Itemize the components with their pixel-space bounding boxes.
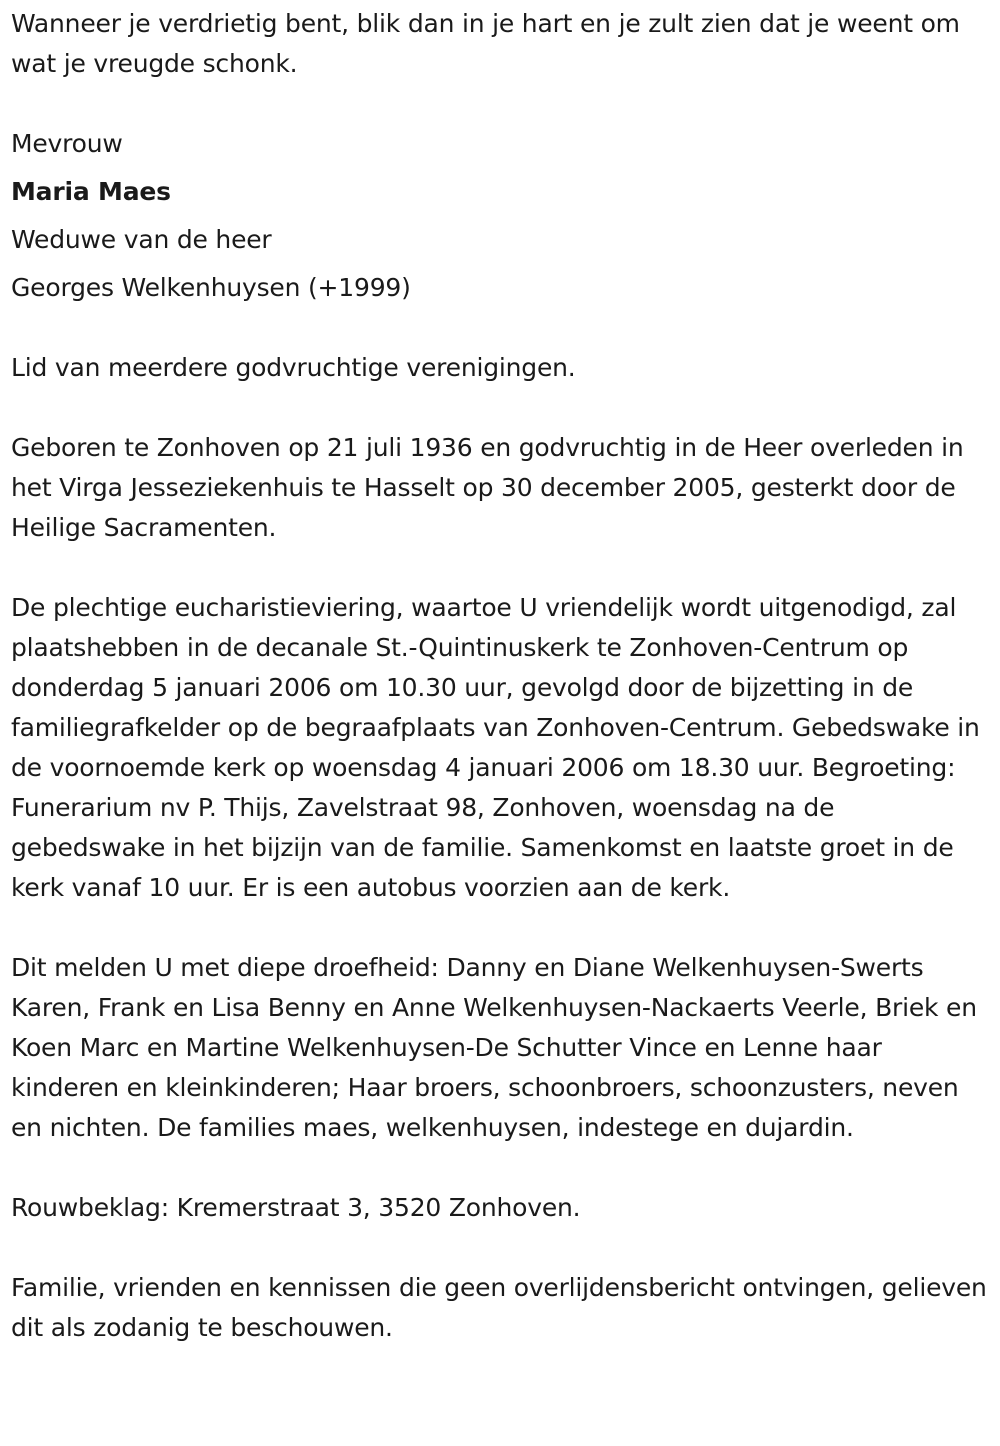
opening-quote: Wanneer je verdrietig bent, blik dan in je hart en je zult zien dat je weent om wat je vreugde schonk. xyxy=(11,9,960,78)
widow-line: Weduwe van de heer xyxy=(11,225,272,254)
condolence-address: Rouwbeklag: Kremerstraat 3, 3520 Zonhoven. xyxy=(11,1193,581,1222)
salutation: Mevrouw xyxy=(11,129,123,158)
spouse-line: Georges Welkenhuysen (+1999) xyxy=(11,273,411,302)
birth-death-paragraph: Geboren te Zonhoven op 21 juli 1936 en godvruchtig in de Heer overleden in het Virga Jesseziekenhuis te Hasselt op 30 december 2005, gesterkt door de Heilige Sacramenten. xyxy=(11,433,964,542)
spacer xyxy=(11,84,990,124)
spacer xyxy=(11,1148,990,1188)
spacer xyxy=(11,308,990,348)
spacer xyxy=(11,908,990,948)
announcement-paragraph: Dit melden U met diepe droefheid: Danny en Diane Welkenhuysen-Swerts Karen, Frank en Lisa Benny en Anne Welkenhuysen-Nackaerts Veerle, Briek en Koen Marc en Martine Welkenhuysen-De Schutter Vince en Lenne haar kinderen en kleinkinderen; Haar broers, schoonbroers, schoonzusters, neven en nichten. De families maes, welkenhuysen, indestege en dujardin. xyxy=(11,953,977,1142)
ceremony-paragraph: De plechtige eucharistieviering, waartoe U vriendelijk wordt uitgenodigd, zal plaatshebben in de decanale St.-Quintinuskerk te Zonhoven-Centrum op donderdag 5 januari 2006 om 10.30 uur, gevolgd door de bijzetting in de familiegrafkelder op de begraafplaats van Zonhoven-Centrum. Gebedswake in de voornoemde kerk op woensdag 4 januari 2006 om 18.30 uur. Begroeting: Funerarium nv P. Thijs, Zavelstraat 98, Zonhoven, woensdag na de gebedswake in het bijzijn van de familie. Samenkomst en laatste groet in de kerk vanaf 10 uur. Er is een autobus voorzien aan de kerk. xyxy=(11,593,980,902)
membership-paragraph: Lid van meerdere godvruchtige verenigingen. xyxy=(11,353,576,382)
closing-paragraph: Familie, vrienden en kennissen die geen overlijdensbericht ontvingen, gelieven dit als zodanig te beschouwen. xyxy=(11,1273,987,1342)
spacer xyxy=(11,388,990,428)
spacer xyxy=(11,548,990,588)
deceased-name: Maria Maes xyxy=(11,177,171,206)
spacer xyxy=(11,1228,990,1268)
